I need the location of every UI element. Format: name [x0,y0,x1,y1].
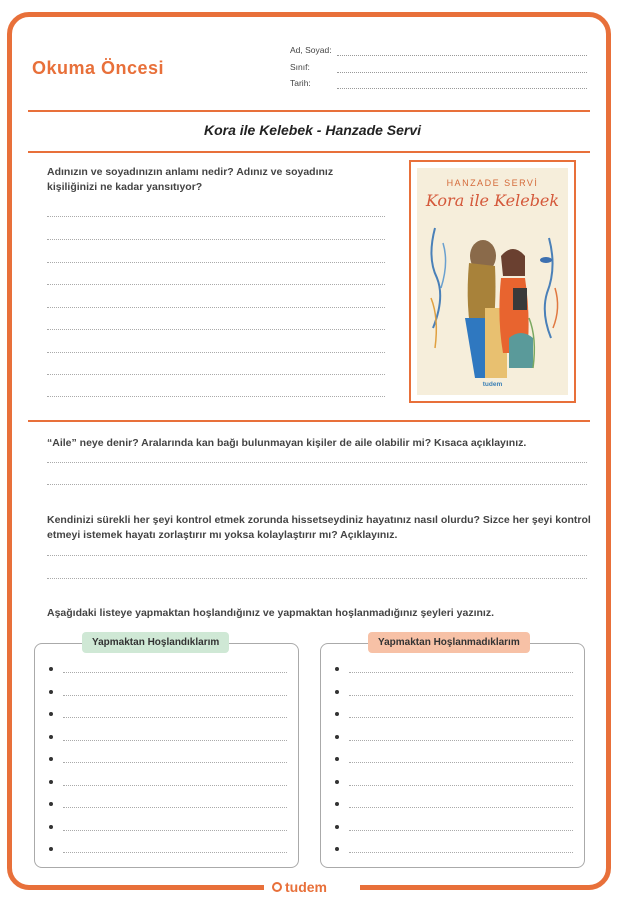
divider-mid [28,420,590,422]
class-field[interactable] [337,72,587,73]
divider-top [28,110,590,112]
answer-line[interactable] [47,239,385,240]
list-item[interactable] [49,709,287,723]
answer-line[interactable] [47,396,385,397]
publisher-logo [272,879,327,895]
list-item[interactable] [335,754,573,768]
question-4: Aşağıdaki listeye yapmaktan hoşlandığınız ve yapmaktan hoşlanmadığınız şeyleri yazınız. [47,607,494,619]
cover-publisher: tudem [482,381,503,388]
section-title: Okuma Öncesi [32,58,165,78]
publisher-logo-text: tudem [285,879,327,895]
list-item[interactable] [49,687,287,701]
answer-line[interactable] [47,484,587,485]
name-field[interactable] [337,55,587,56]
list-item[interactable] [335,687,573,701]
date-label: Tarih: [290,78,311,88]
logo-circle-icon [272,882,282,892]
answer-line[interactable] [47,329,385,330]
name-label: Ad, Soyad: [290,45,332,55]
answer-line[interactable] [47,284,385,285]
book-title: Kora ile Kelebek - Hanzade Servi [203,122,422,138]
answer-line[interactable] [47,578,587,579]
list-item[interactable] [335,709,573,723]
list-item[interactable] [335,822,573,836]
answer-line[interactable] [47,555,587,556]
cover-illustration [417,168,568,395]
list-item[interactable] [335,799,573,813]
list-item[interactable] [49,664,287,678]
divider-title [28,151,590,153]
likes-list-box [34,643,299,868]
likes-label: Yapmaktan Hoşlandıklarım [82,632,229,653]
question-2: “Aile” neye denir? Aralarında kan bağı bulunmayan kişiler de aile olabilir mi? Kısaca açıklayınız. [47,437,527,449]
dislikes-list-box [320,643,585,868]
answer-line[interactable] [47,216,385,217]
class-label: Sınıf: [290,62,310,72]
list-item[interactable] [49,732,287,746]
list-item[interactable] [49,777,287,791]
question-3: Kendinizi sürekli her şeyi kontrol etmek zorunda hissetseydiniz hayatınız nasıl olurdu? Sizce her şeyi kontrol etmeyi istemek hayatı zorlaştırır mı yoksa kolaylaştırır mı? Açıklayınız. [47,514,591,541]
list-item[interactable] [335,732,573,746]
cover-title: Kora ile Kelebek [425,191,560,210]
dislikes-label: Yapmaktan Hoşlanmadıklarım [368,632,530,653]
list-item[interactable] [49,754,287,768]
answer-line[interactable] [47,307,385,308]
list-item[interactable] [335,844,573,858]
cover-author: HANZADE SERVİ [446,178,539,188]
answer-line[interactable] [47,462,587,463]
answer-line[interactable] [47,352,385,353]
list-item[interactable] [49,799,287,813]
book-cover-frame [409,160,576,403]
list-item[interactable] [335,664,573,678]
list-item[interactable] [335,777,573,791]
answer-line[interactable] [47,262,385,263]
date-field[interactable] [337,88,587,89]
book-cover-image [417,168,568,395]
question-1: Adınızın ve soyadınızın anlamı nedir? Adınız ve soyadınız kişiliğinizi ne kadar yansıtıyor? [47,166,334,193]
answer-line[interactable] [47,374,385,375]
list-item[interactable] [49,844,287,858]
list-item[interactable] [49,822,287,836]
